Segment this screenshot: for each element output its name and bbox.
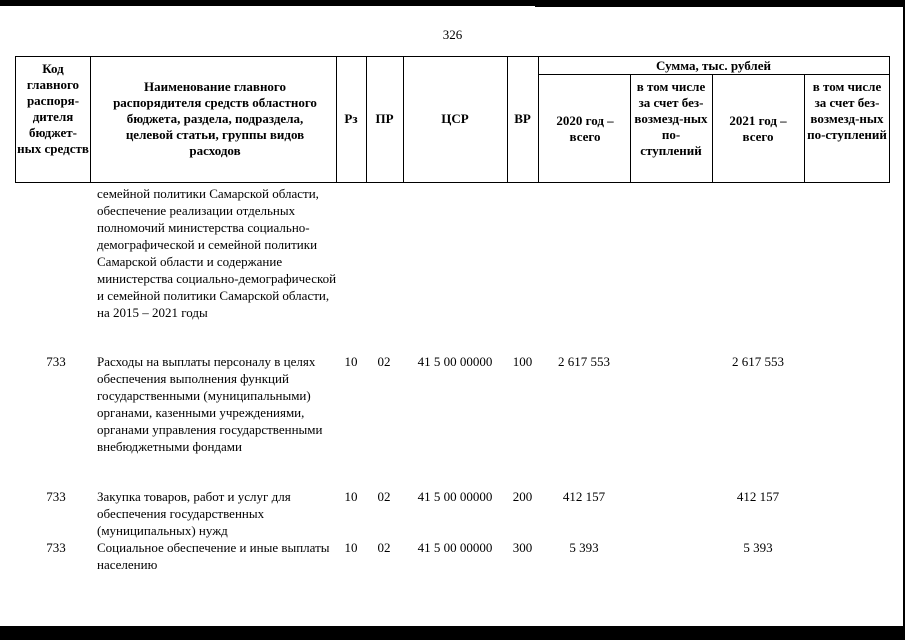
sum-subheader-line xyxy=(538,74,890,75)
row-rz: 10 xyxy=(344,489,358,504)
continuation-text: семейной политики Самарской области, обеспечение реализации отдельных полномочий министерства социально-демографической и семейной политики Самарской области и содержание министерства социально-демографической и семейной политики Самарской области, на 2015 – 2021 годы xyxy=(97,186,337,320)
row-sum-2021: 412 157 xyxy=(736,489,780,504)
row-sum-2020: 2 617 553 xyxy=(558,354,610,369)
header-bottom-line xyxy=(15,182,890,183)
col-border xyxy=(90,56,91,183)
page-number: 326 xyxy=(442,27,463,42)
row-rz: 10 xyxy=(344,354,358,369)
header-name: Наименование главного распорядителя средств областного бюджета, раздела, подраздела, целевой статьи, группы видов расходов xyxy=(113,79,317,158)
row-sum-2021: 2 617 553 xyxy=(732,354,784,369)
header-top-line xyxy=(15,56,890,57)
row-sum-2020: 5 393 xyxy=(569,540,599,555)
col-border xyxy=(712,74,713,183)
scan-bottom-border xyxy=(0,626,905,640)
row-code: 733 xyxy=(46,540,66,555)
row-rz: 10 xyxy=(344,540,358,555)
col-border xyxy=(15,56,16,183)
row-vr: 100 xyxy=(512,354,533,369)
row-name: Расходы на выплаты персоналу в целях обеспечения выполнения функций государственными (муниципальными) органами, казенными учреждениями, органами управления государственными внебюджетными фондами xyxy=(97,354,323,454)
col-border xyxy=(538,56,539,183)
scan-top-line xyxy=(535,6,905,7)
header-2021: 2021 год – всего xyxy=(729,113,787,144)
header-csr: ЦСР xyxy=(441,111,469,126)
row-sum-2020: 412 157 xyxy=(562,489,606,504)
header-code: Код главного распоря-дителя бюджет-ных средств xyxy=(17,61,89,156)
row-name: Социальное обеспечение и иные выплаты населению xyxy=(97,540,330,572)
row-sum-2021: 5 393 xyxy=(743,540,773,555)
col-border xyxy=(889,56,890,183)
col-border xyxy=(804,74,805,183)
header-pr: ПР xyxy=(375,111,394,126)
header-rz: Рз xyxy=(344,111,358,126)
row-vr: 200 xyxy=(512,489,533,504)
row-code: 733 xyxy=(46,354,66,369)
row-name: Закупка товаров, работ и услуг для обеспечения государственных (муниципальных) нужд xyxy=(97,489,291,538)
row-pr: 02 xyxy=(377,540,391,555)
row-pr: 02 xyxy=(377,354,391,369)
header-incl-2020: в том числе за счет без-возмезд-ных по-ступлений xyxy=(634,79,708,158)
row-code: 733 xyxy=(46,489,66,504)
header-vr: ВР xyxy=(514,111,531,126)
row-csr: 41 5 00 00000 xyxy=(417,354,493,369)
col-border xyxy=(630,74,631,183)
row-pr: 02 xyxy=(377,489,391,504)
header-2020: 2020 год – всего xyxy=(556,113,614,144)
row-csr: 41 5 00 00000 xyxy=(417,540,493,555)
header-sum: Сумма, тыс. рублей xyxy=(656,58,771,73)
row-csr: 41 5 00 00000 xyxy=(417,489,493,504)
header-incl-2021: в том числе за счет без-возмезд-ных по-ступлений xyxy=(807,79,887,142)
row-vr: 300 xyxy=(512,540,533,555)
